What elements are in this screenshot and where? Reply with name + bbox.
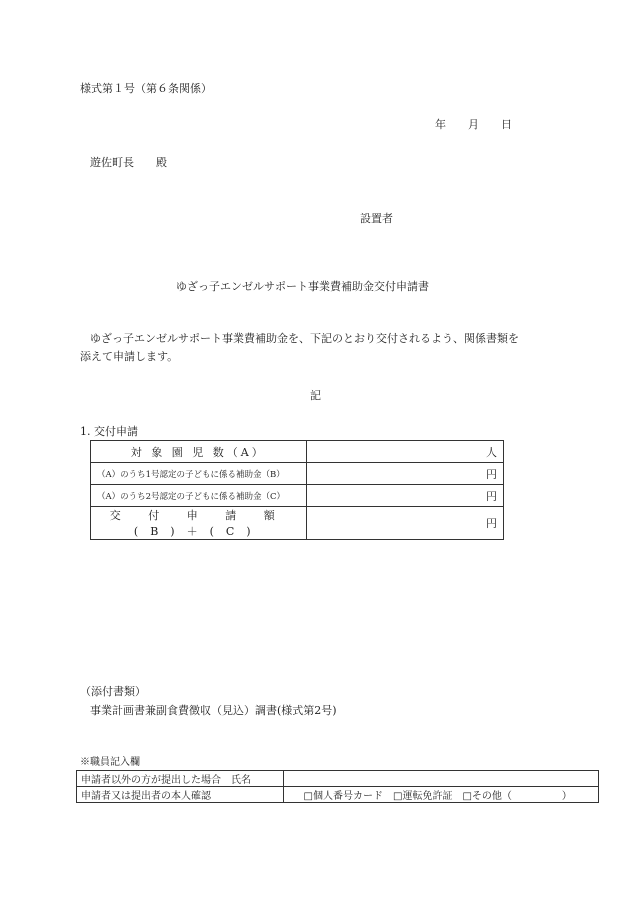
document-title: ゆざっ子エンゼルサポート事業費補助金交付申請書 bbox=[176, 280, 429, 293]
table-row bbox=[77, 771, 599, 787]
staff-row2-label: 申請者又は提出者の本人確認 bbox=[77, 787, 284, 803]
table-row bbox=[91, 441, 504, 463]
table-row bbox=[77, 787, 599, 803]
body-paragraph-line2: 添えて申請します。 bbox=[80, 350, 179, 363]
row-unit-yen-total[interactable]: 円 bbox=[306, 507, 503, 540]
row-unit-yen-c[interactable]: 円 bbox=[306, 485, 503, 507]
row-label-type2-subsidy: （A）のうち2号認定の子どもに係る補助金（C） bbox=[91, 485, 307, 507]
row-label-type1-subsidy: （A）のうち1号認定の子どもに係る補助金（B） bbox=[91, 463, 307, 485]
row-unit-yen-b[interactable]: 円 bbox=[306, 463, 503, 485]
staff-heading: ※職員記入欄 bbox=[80, 757, 140, 768]
staff-table bbox=[76, 770, 599, 803]
staff-row1-value[interactable] bbox=[283, 771, 598, 787]
applicant-label: 設置者 bbox=[360, 212, 393, 225]
row-unit-person[interactable]: 人 bbox=[306, 441, 503, 463]
row-label-children-count: 対 象 園 児 数（A） bbox=[91, 441, 307, 463]
addressee: 遊佐町長 殿 bbox=[90, 156, 167, 169]
form-number: 様式第１号（第６条関係） bbox=[80, 82, 212, 95]
attachments-item: 事業計画書兼副食費徴収（見込）調書(様式第2号) bbox=[90, 704, 337, 717]
section1-title: 1. 交付申請 bbox=[80, 425, 138, 438]
row-label-total-request: 交 付 申 請 額 (B)＋(C) bbox=[91, 507, 307, 540]
application-table bbox=[90, 440, 504, 540]
date-line: 年 月 日 bbox=[435, 118, 512, 131]
staff-row2-options[interactable]: □個人番号カード □運転免許証 □その他（ ） bbox=[283, 787, 598, 803]
table-row bbox=[91, 485, 504, 507]
body-paragraph-line1: ゆざっ子エンゼルサポート事業費補助金を、下記のとおり交付されるよう、関係書類を bbox=[90, 332, 519, 345]
ki-label: 記 bbox=[310, 389, 321, 402]
table-row bbox=[91, 463, 504, 485]
attachments-heading: （添付書類） bbox=[80, 685, 146, 698]
table-row bbox=[91, 507, 504, 540]
staff-row1-label: 申請者以外の方が提出した場合 氏名 bbox=[77, 771, 284, 787]
